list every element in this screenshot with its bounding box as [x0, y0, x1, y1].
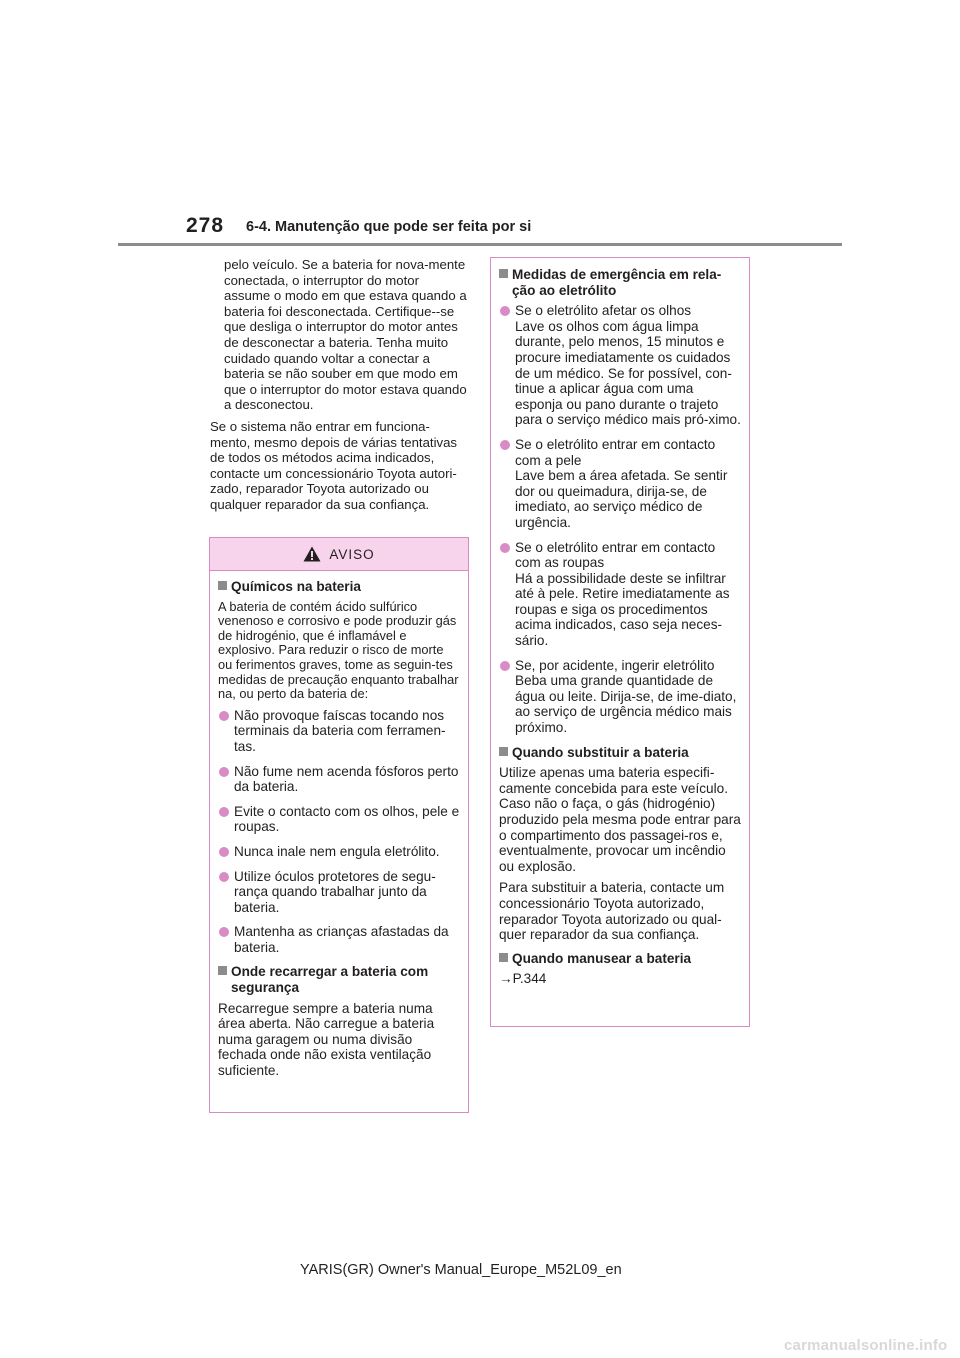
warning-header — [210, 538, 468, 571]
header-rule — [118, 243, 842, 246]
circle-bullet-icon — [219, 927, 229, 937]
chemicals-text: A bateria de contém ácido sulfúrico venenoso e corrosivo e pode produzir gás de hidrogénio, que é inflamável e explosivo. Para reduzir o risco de morte ou ferimentos graves, tome as seguin-tes medidas de precaução enquanto trabalhar na, ou perto da bateria de: — [218, 598, 459, 702]
page-reference[interactable] — [499, 971, 741, 987]
list-item: Nunca inale nem engula eletrólito. — [218, 844, 460, 860]
page-reference-link[interactable]: P.344 — [512, 971, 547, 987]
circle-bullet-icon — [500, 306, 510, 316]
emergency-heading: Medidas de emergência em rela-ção ao eletrólito — [499, 267, 741, 298]
list-item: Se o eletrólito afetar os olhos Lave os olhos com água limpa durante, pelo menos, 15 minutos e procure imediatamente os cuidados de um médico. Se for possível, con-tinue a aplicar água com uma esponja ou pano durante o trajeto para o serviço médico mais pró-ximo. — [499, 303, 741, 428]
replace-heading: Quando substituir a bateria — [499, 745, 741, 761]
footer-text: YARIS(GR) Owner's Manual_Europe_M52L09_en — [300, 1262, 622, 1278]
circle-bullet-icon — [219, 872, 229, 882]
left-column — [210, 257, 468, 519]
circle-bullet-icon — [219, 767, 229, 777]
arrow-right-icon: → — [499, 971, 513, 987]
list-item: Não provoque faíscas tocando nos terminais da bateria com ferramen-tas. — [218, 708, 460, 755]
replace-text-1: Utilize apenas uma bateria especifi-camente concebida para este veículo. Caso não o faça, o gás (hidrogénio) produzido pela mesma pode entrar para o compartimento dos passagei-ros e, eventualmente, provocar um incêndio ou explosão. — [499, 765, 741, 874]
list-item: Não fume nem acenda fósforos perto da bateria. — [218, 764, 460, 795]
circle-bullet-icon — [500, 440, 510, 450]
list-item: Utilize óculos protetores de segu-rança quando trabalhar junto da bateria. — [218, 869, 460, 916]
watermark: carmanualsonline.info — [784, 1337, 948, 1354]
list-item: Evite o contacto com os olhos, pele e roupas. — [218, 804, 460, 835]
square-bullet-icon — [218, 581, 227, 590]
list-item: Se o eletrólito entrar em contacto com a pele Lave bem a área afetada. Se sentir dor ou queimadura, dirija-se, de imediato, ao serviço médico de urgência. — [499, 437, 741, 531]
handle-heading: Quando manusear a bateria — [499, 951, 741, 967]
list-item: Se, por acidente, ingerir eletrólito Beba uma grande quantidade de água ou leite. Dirija-se, de ime-diato, ao serviço de urgência médico mais próximo. — [499, 658, 741, 736]
circle-bullet-icon — [500, 543, 510, 553]
warning-triangle-icon — [303, 546, 321, 562]
replace-text-2: Para substituir a bateria, contacte um concessionário Toyota autorizado, reparador Toyota autorizado ou qual-quer reparador da sua confiança. — [499, 880, 725, 943]
circle-bullet-icon — [219, 711, 229, 721]
recharge-heading: Onde recarregar a bateria com segurança — [218, 964, 460, 995]
circle-bullet-icon — [500, 661, 510, 671]
recharge-text: Recarregue sempre a bateria numa área aberta. Não carregue a bateria numa garagem ou numa divisão fechada onde não exista ventilação suficiente. — [218, 1000, 435, 1079]
emergency-box — [490, 257, 750, 1027]
page-number: 278 — [186, 214, 225, 237]
circle-bullet-icon — [219, 807, 229, 817]
square-bullet-icon — [499, 747, 508, 756]
intro-indented-paragraph: pelo veículo. Se a bateria for nova-mente conectada, o interruptor do motor assume o modo em que estava quando a bateria foi desconectada. Certifique--se que desliga o interruptor do motor antes de desconectar a bateria. Tenha muito cuidado quando voltar a conectar a bateria se não souber em que modo em que o interruptor do motor estava quando a desconectou. — [224, 257, 467, 413]
section-title: 6-4. Manutenção que pode ser feita por si — [246, 219, 532, 235]
list-item: Mantenha as crianças afastadas da bateria. — [218, 924, 460, 955]
square-bullet-icon — [218, 966, 227, 975]
chemicals-heading: Químicos na bateria — [218, 579, 460, 595]
square-bullet-icon — [499, 269, 508, 278]
square-bullet-icon — [499, 953, 508, 962]
circle-bullet-icon — [219, 847, 229, 857]
warning-box — [209, 537, 469, 1113]
intro-body-paragraph: Se o sistema não entrar em funciona-mento, mesmo depois de várias tentativas de todos os métodos acima indicados, contacte um concessionário Toyota autori-zado, reparador Toyota autorizado ou qualquer reparador da sua confiança. — [210, 418, 458, 512]
list-item: Se o eletrólito entrar em contacto com as roupas Há a possibilidade deste se infiltrar até à pele. Retire imediatamente as roupas e siga os procedimentos acima indicados, caso seja neces-sário. — [499, 540, 741, 649]
warning-label: AVISO — [329, 546, 375, 562]
